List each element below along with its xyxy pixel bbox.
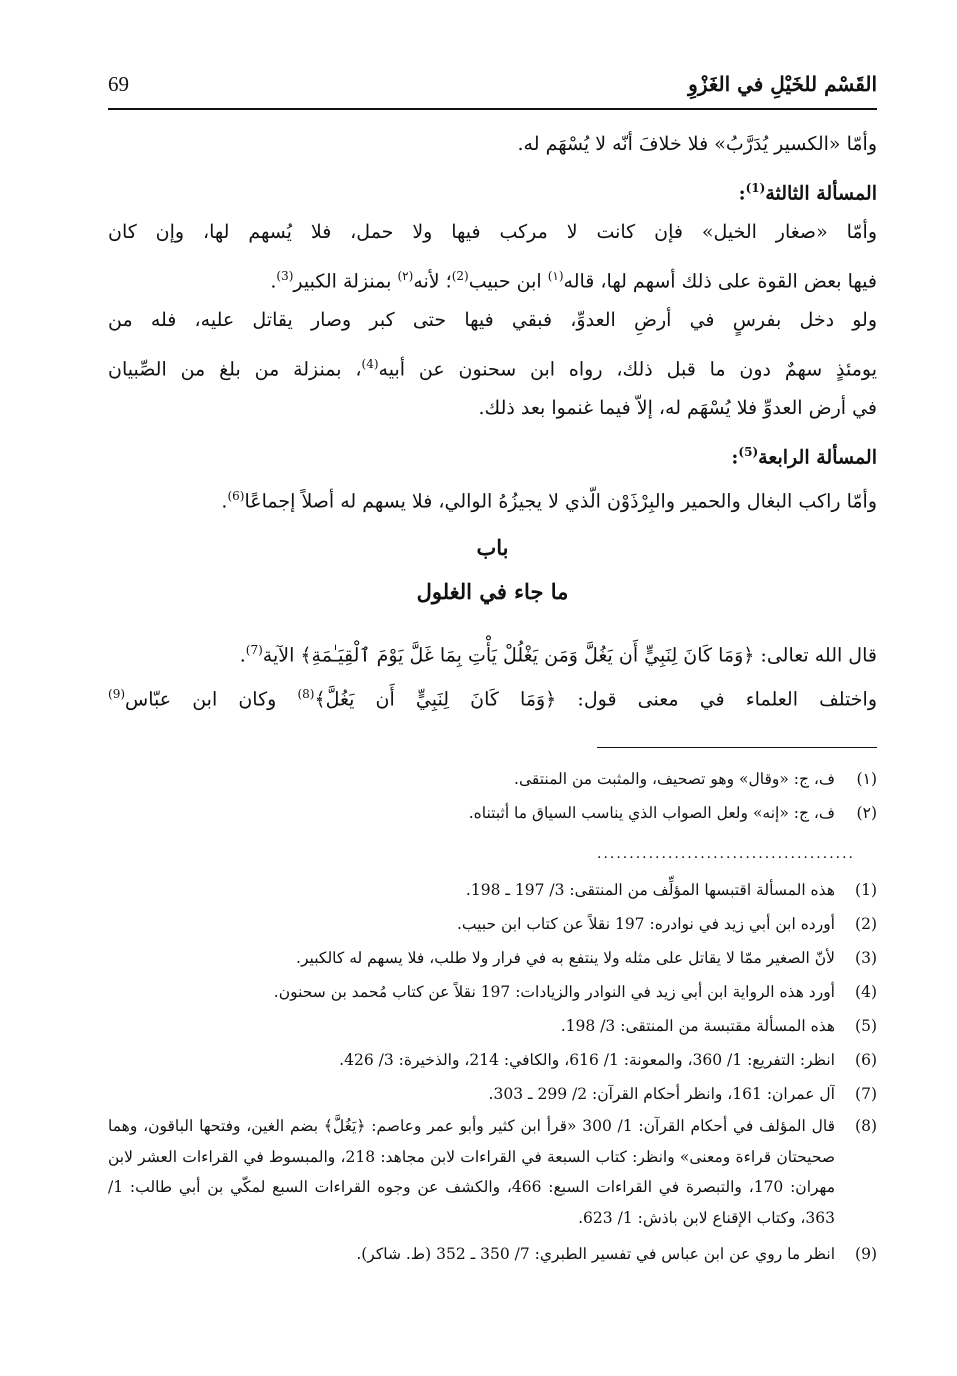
footnote-item — [108, 873, 877, 907]
footnote-number: (1) — [855, 881, 877, 899]
page-number: 69 — [108, 72, 129, 96]
footnote-item — [108, 796, 877, 830]
section-heading-fourth-issue: المسألة الرابعة$^{(5)}$: — [731, 445, 877, 469]
paragraph-line: وأمّا راكب البغال والحمير والبِرْذَوْن الّذي لا يجيزُهُ الوالي، فلا يسهم له أصلاً إجماعًا$^{(6)}$. — [221, 489, 877, 513]
footnote-number: (5) — [855, 1017, 877, 1035]
footnote-ref[interactable]: (1) — [745, 181, 766, 195]
author-footnotes — [108, 873, 877, 1271]
footnote-number: (8) — [855, 1117, 877, 1135]
footnote-text: آل عمران: 161، وانظر أحكام القرآن: 2/ 299 ـ 303. — [488, 1085, 835, 1103]
header-title: القَسْم للخَيْلِ في الغَزْوِ — [688, 72, 877, 96]
footnote-ref[interactable]: (9) — [108, 687, 126, 701]
footnote-ref[interactable]: (4) — [361, 357, 379, 371]
footnote-number: (١) — [856, 770, 877, 788]
footnote-item — [108, 1077, 877, 1111]
footnote-text: أورده ابن أبي زيد في نوادره: 197 نقلاً عن كتاب ابن حبيب. — [456, 915, 835, 933]
footnote-number: (4) — [855, 983, 877, 1001]
footnote-ref[interactable]: (5) — [738, 445, 759, 459]
quran-quote-line: قال الله تعالى: ﴿وَمَا كَانَ لِنَبِيٍّ أَن يَغُلَّ وَمَن يَغْلُلْ يَأْتِ بِمَا غَلَّ يَوْمَ ٱلْقِيَـٰمَةِ﴾ الآية$^{(7)}$. — [239, 643, 877, 667]
footnote-item — [108, 907, 877, 941]
chapter-title: ما جاء في الغلول — [416, 579, 569, 604]
footnote-text: لأنّ الصغير ممّا لا يقاتل على مثله ولا ينتفع به في فرار ولا طلب، فلا يسهم له كالكبير. — [296, 949, 835, 967]
footnote-text: انظر ما روي عن ابن عباس في تفسير الطبري: 7/ 350 ـ 352 (ط. شاكر). — [356, 1245, 835, 1263]
footnote-text: أورد هذه الرواية ابن أبي زيد في النوادر والزيادات: 197 نقلاً عن كتاب مُحمد بن سحنون. — [273, 983, 835, 1001]
main-text — [108, 122, 877, 716]
footnote-item — [108, 1009, 877, 1043]
footnote-text: هذه المسألة اقتبسها المؤلِّف من المنتقى: 3/ 197 ـ 198. — [465, 881, 835, 899]
footnote-number: (6) — [855, 1051, 877, 1069]
chapter-label: باب — [476, 535, 509, 560]
paragraph-line: في أرض العدوِّ فلا يُسْهَم له، إلاّ فيما غنموا بعد ذلك. — [478, 397, 877, 419]
running-header — [108, 72, 877, 102]
footnote-ref[interactable]: (8) — [297, 687, 315, 701]
editor-footnotes — [108, 762, 877, 830]
footnote-text: ف، ج: «وقال» وهو تصحيف، والمثبت من المنتقى. — [514, 770, 835, 788]
footnote-ref[interactable]: (٢) — [397, 269, 414, 283]
footnote-number: (2) — [855, 915, 877, 933]
header-rule — [108, 108, 877, 110]
footnote-rule — [597, 747, 877, 748]
footnote-number: (9) — [855, 1245, 877, 1263]
footnote-separator: ........................................ — [597, 848, 856, 860]
footnote-item — [108, 941, 877, 975]
footnote-item — [108, 762, 877, 796]
footnote-text: قال المؤلف في أحكام القرآن: 1/ 300 «قرأ ابن كثير وأبو عمر وعاصم: ﴿يَغُلَّ﴾ بضم الغين، وفتحها الباقون، وهما صحيحتان قراءة ومعنى» وانظر: كتاب السبعة في القراءات لابن مجاهد: 218، والمبسوط في القراءات العشر لابن مهران: 170، والتبصرة في القراءات السبع: 466، والكشف عن وجوه القراءات السبع لمكّي بن أبي طالب: 1/ 363، وكتاب الإقناع لابن باذش: 1/ 623. — [108, 1117, 835, 1227]
footnote-ref[interactable]: (7) — [245, 643, 263, 657]
footnote-item — [108, 1111, 877, 1233]
paragraph-line: وأمّا «صغار الخيل» فإن كانت لا مركب فيها ولا حمل، فلا يُسهم لها، وإن كان — [108, 221, 877, 243]
footnote-ref[interactable]: (١) — [547, 269, 564, 283]
footnote-ref[interactable]: (2) — [451, 269, 469, 283]
paragraph-line: وأمّا «الكسير يُدَرَّبُ» فلا خلافَ أنّه لا يُسْهَم له. — [517, 133, 877, 155]
footnote-text: هذه المسألة مقتبسة من المنتقى: 3/ 198. — [560, 1017, 835, 1035]
footnote-number: (3) — [855, 949, 877, 967]
paragraph-line: ولو دخل بفرسٍ في أرضِ العدوِّ، فبقي فيها حتى كبر وصار يقاتل عليه، فله من — [108, 309, 877, 331]
footnote-ref[interactable]: (3) — [276, 269, 294, 283]
paragraph-line: يومئذٍ سهمٌ دون ما قبل ذلك، رواه ابن سحنون عن أبيه$^{(4)}$، بمنزلة من بلغ من الصِّبيان — [108, 357, 877, 381]
footnote-item — [108, 1237, 877, 1271]
section-heading-third-issue: المسألة الثالثة$^{(1)}$: — [738, 181, 877, 205]
paragraph-line: واختلف العلماء في معنى قول: ﴿وَمَا كَانَ لِنَبِيٍّ أَن يَغُلَّ﴾$^{(8)}$ وكان ابن عبّاس$^{(9)}$ — [108, 687, 877, 711]
footnote-number: (٢) — [856, 804, 877, 822]
footnote-ref[interactable]: (6) — [227, 489, 245, 503]
footnote-text: انظر: التفريع: 1/ 360، والمعونة: 1/ 616، والكافي: 214، والذخيرة: 3/ 426. — [339, 1051, 835, 1069]
paragraph-line: فيها بعض القوة على ذلك أسهم لها، قاله$^{(١)}$ ابن حبيب$^{(2)}$؛ لأنه$^{(٢)}$ بمنزلة الكبير$^{(3)}$. — [270, 269, 877, 293]
footnote-item — [108, 975, 877, 1009]
footnote-number: (7) — [855, 1085, 877, 1103]
footnote-text: ف، ج: «إنه» ولعل الصواب الذي يناسب السياق ما أثبتناه. — [468, 804, 835, 822]
footnote-item — [108, 1043, 877, 1077]
